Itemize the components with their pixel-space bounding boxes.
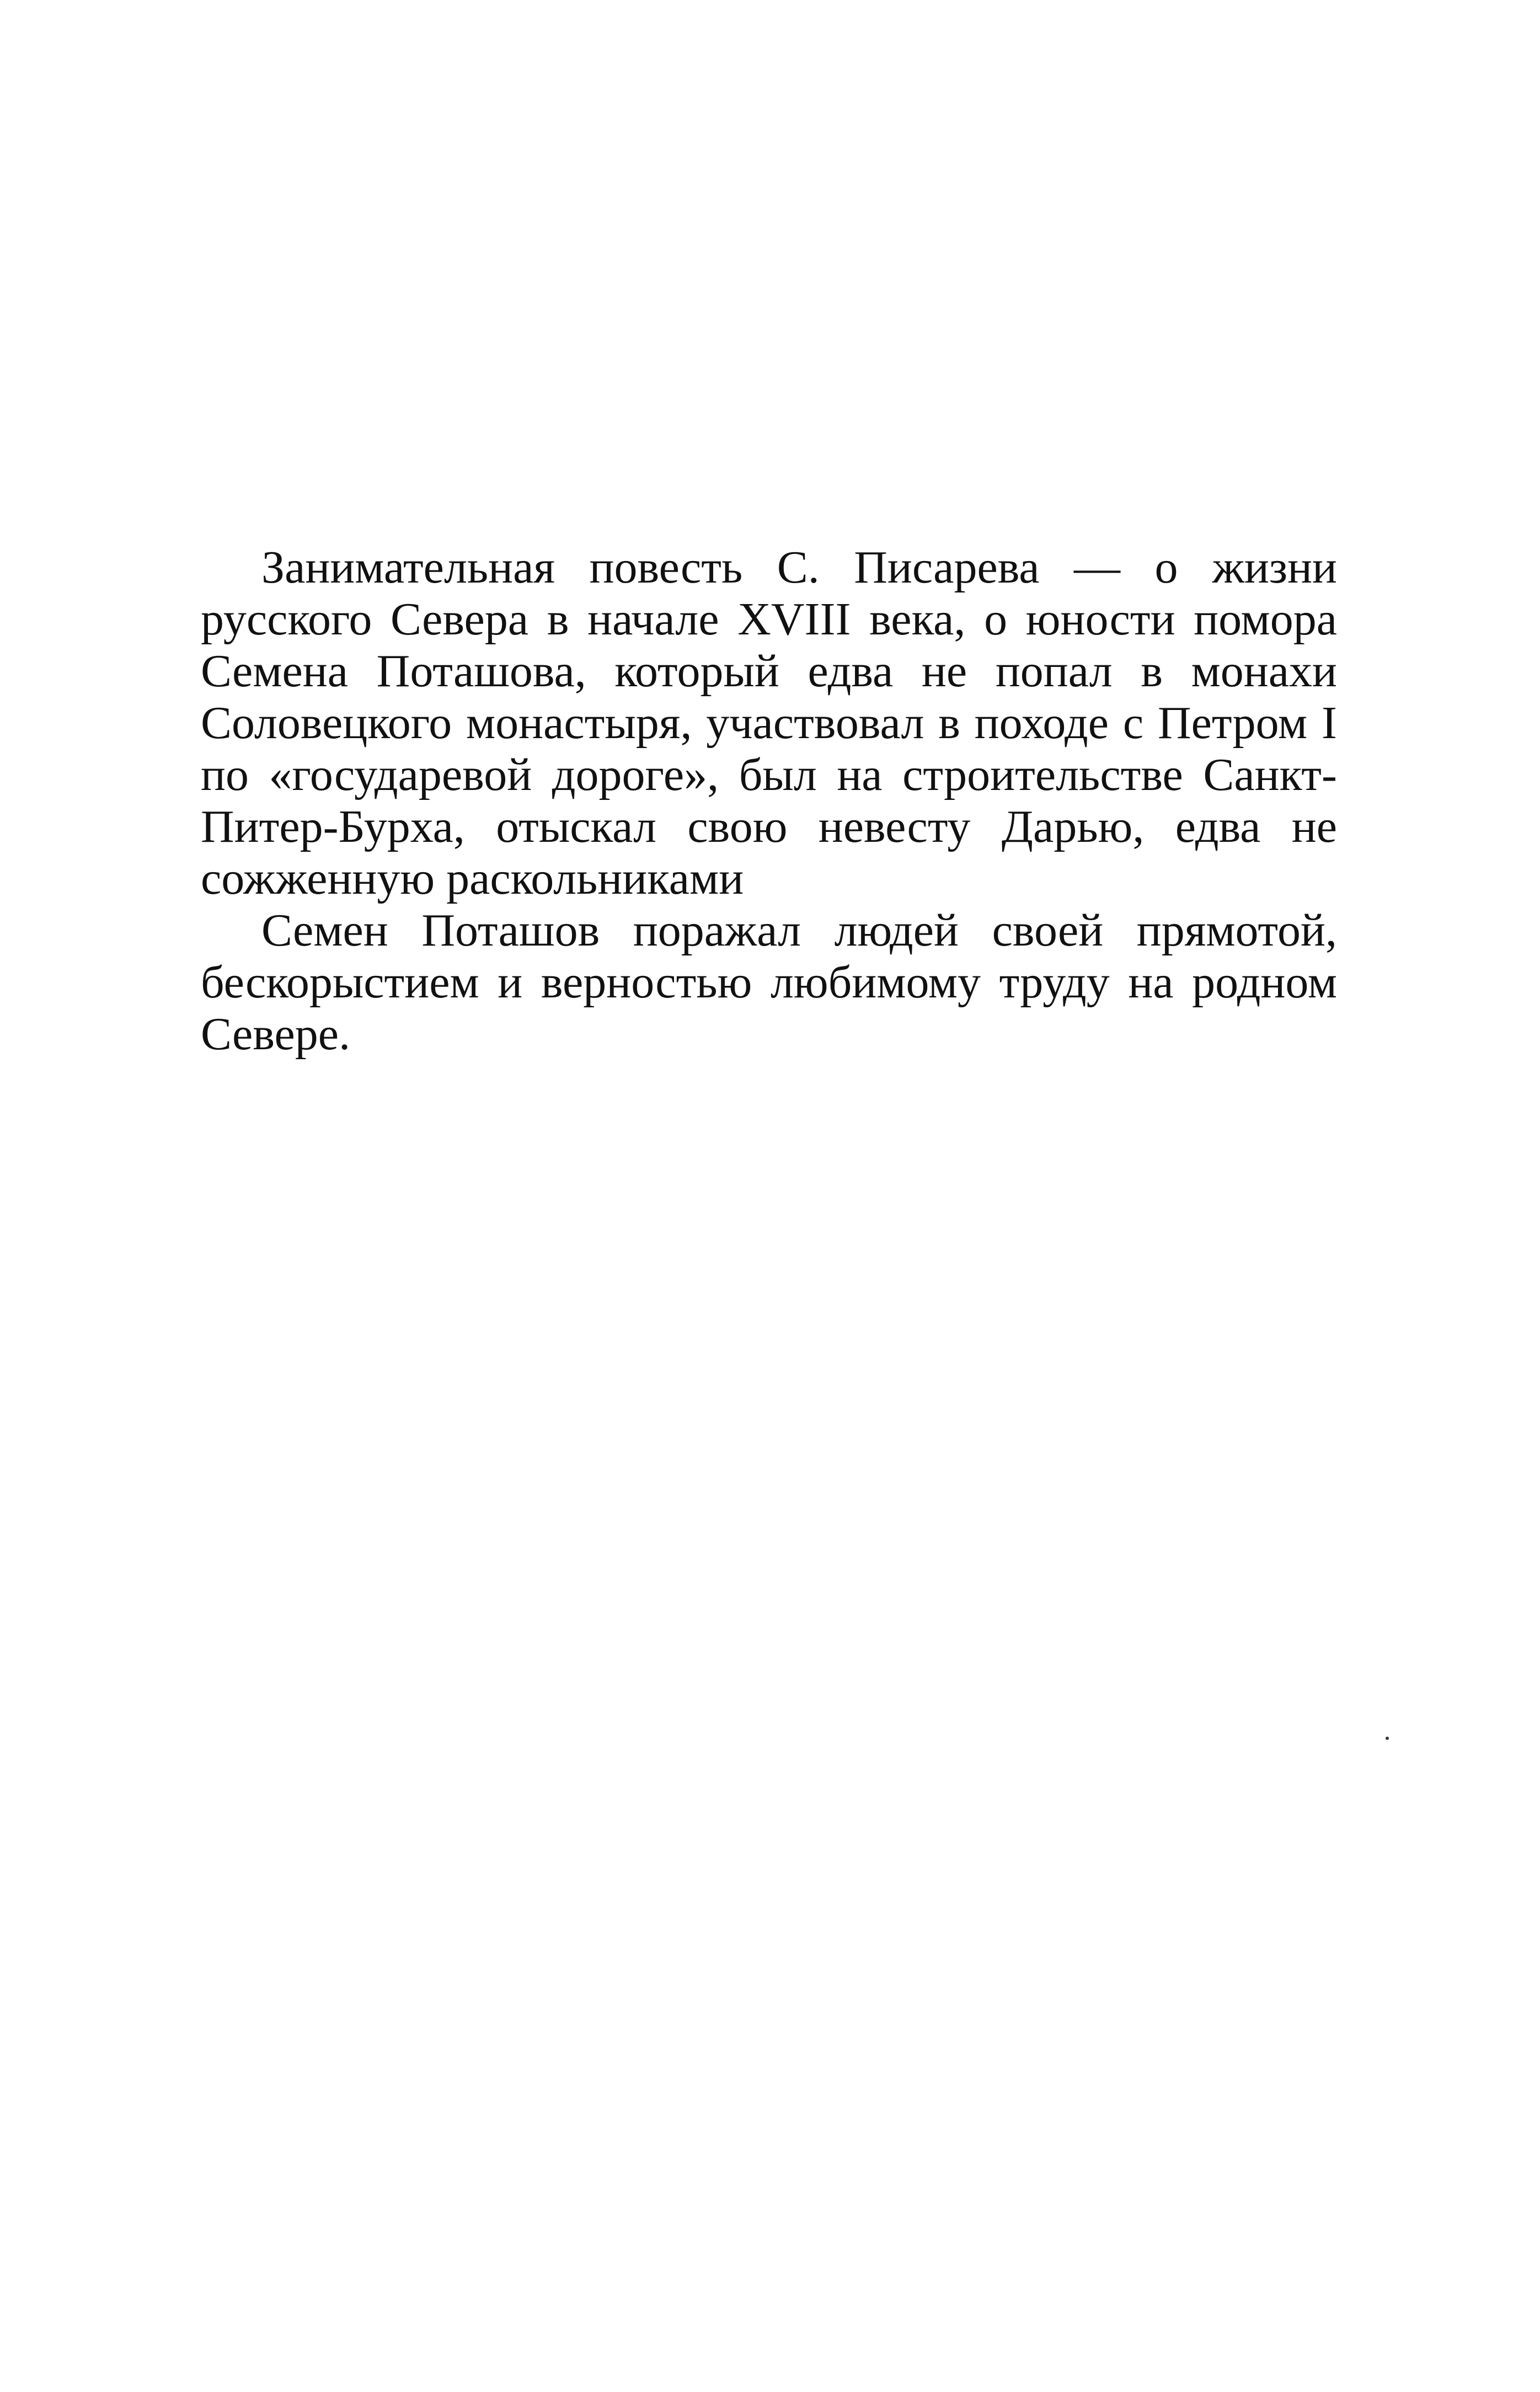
annotation-paragraph-2: Семен Поташов поражал людей своей прямотой, бескорыстием и верностью любимому труду на родном Севере. — [201, 905, 1337, 1060]
book-annotation — [201, 542, 1337, 1060]
annotation-paragraph-1: Занимательная повесть С. Писарева — о жизни русского Севера в начале XVIII века, о юности помора Семена Поташова, который едва не попал в монахи Соловецкого монастыря, участвовал в походе с Петром I по «государевой дороге», был на строительстве Санкт-Питер-Бурха, отыскал свою невесту Дарью, едва не сожженную раскольниками — [201, 542, 1337, 904]
print-speck — [1386, 1737, 1389, 1740]
